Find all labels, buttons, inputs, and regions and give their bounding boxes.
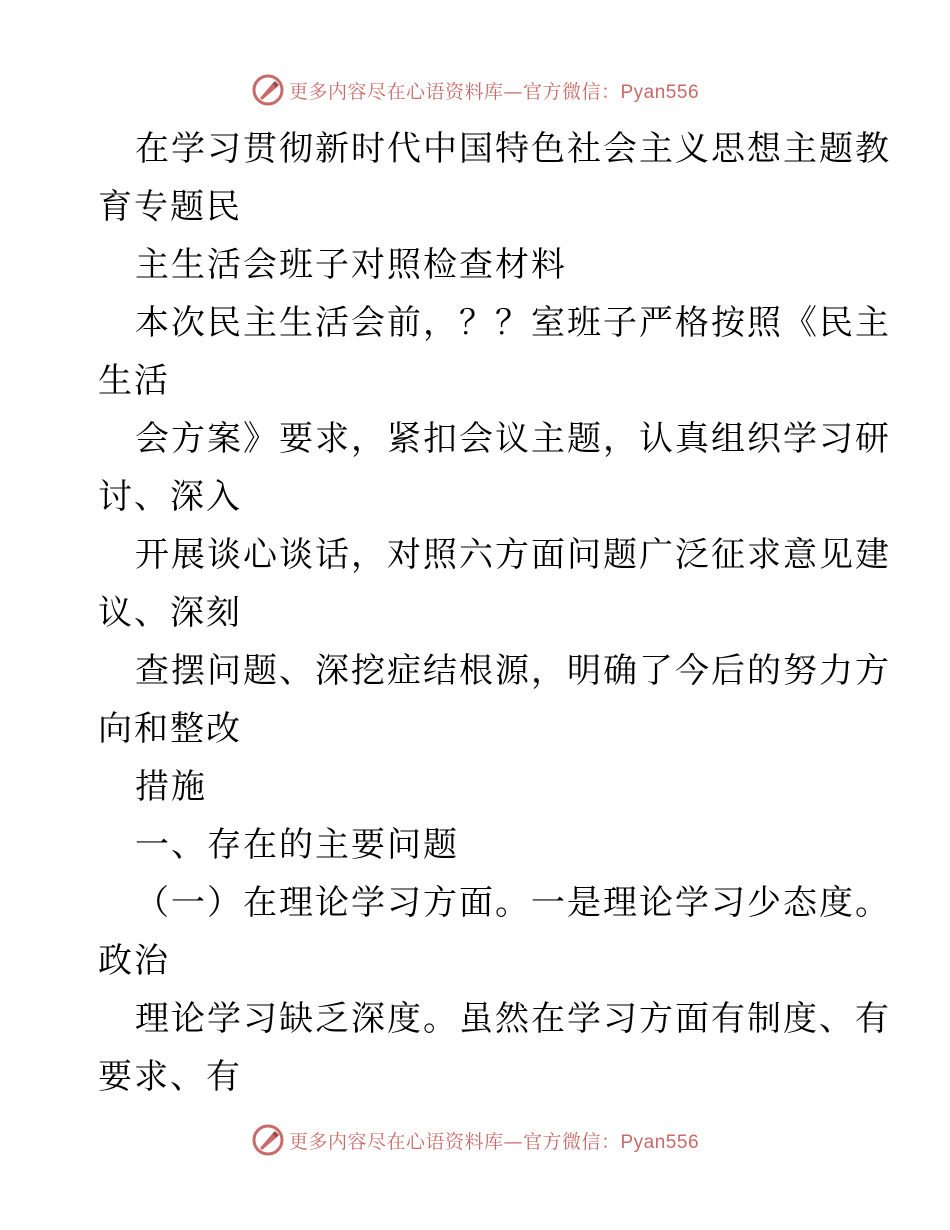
watermark-text xyxy=(289,1127,699,1154)
text-line: 育专题民 xyxy=(98,187,242,227)
text-line: 一、存在的主要问题 xyxy=(135,825,459,865)
text-line: 理论学习缺乏深度。虽然在学习方面有制度、有 xyxy=(135,999,891,1039)
text-line: 向和整改 xyxy=(98,709,242,749)
text-line: 讨、深入 xyxy=(98,477,242,517)
watermark-main-text: 更多内容尽在心语资料库—官方微信： xyxy=(288,1130,621,1153)
watermark-wechat-id: Pyan556 xyxy=(620,1131,700,1153)
text-line: 查摆问题、深挖症结根源，明确了今后的努力方 xyxy=(135,651,891,691)
watermark-banner-bottom xyxy=(0,1120,950,1160)
watermark-banner-top xyxy=(0,70,950,110)
watermark-wechat-id: Pyan556 xyxy=(620,81,700,103)
text-line: 议、深刻 xyxy=(98,593,242,633)
document-body xyxy=(98,120,891,1106)
watermark-main-text: 更多内容尽在心语资料库—官方微信： xyxy=(288,80,621,103)
text-line: 主生活会班子对照检查材料 xyxy=(135,245,567,285)
text-line: 会方案》要求，紧扣会议主题，认真组织学习研 xyxy=(135,419,891,459)
text-line: 本次民主生活会前，？？室班子严格按照《民主 xyxy=(135,303,891,343)
pen-nib-logo-icon xyxy=(251,1123,285,1157)
text-line: 措施 xyxy=(135,767,207,807)
text-line: （一）在理论学习方面。一是理论学习少态度。 xyxy=(135,883,891,923)
text-line: 要求、有 xyxy=(98,1057,242,1097)
text-line: 开展谈心谈话，对照六方面问题广泛征求意见建 xyxy=(135,535,891,575)
text-line: 在学习贯彻新时代中国特色社会主义思想主题教 xyxy=(135,129,891,169)
text-line: 生活 xyxy=(98,361,170,401)
text-line: 政治 xyxy=(98,941,170,981)
pen-nib-logo-icon xyxy=(251,73,285,107)
watermark-text xyxy=(289,77,699,104)
